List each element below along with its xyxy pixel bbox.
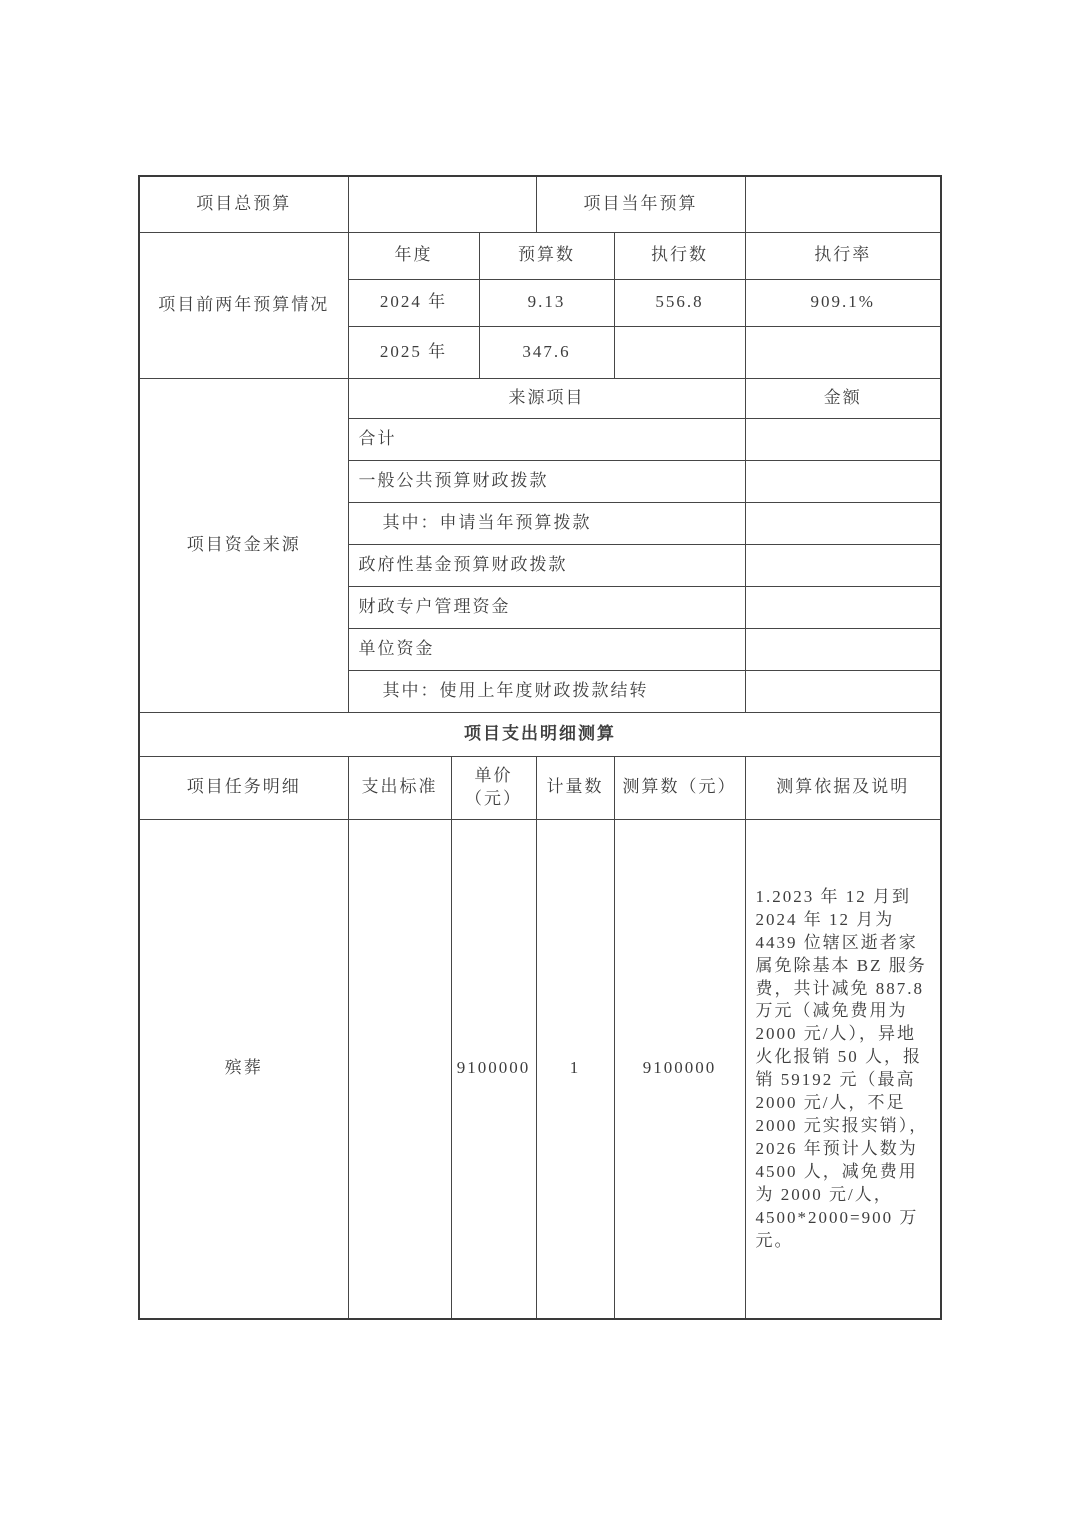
executed-2024: 556.8 (614, 279, 745, 326)
task-detail-header: 项目任务明细 (139, 756, 348, 819)
funding-item-label: 财政专户管理资金 (348, 586, 745, 628)
total-budget-value (348, 176, 536, 232)
rate-header: 执行率 (745, 232, 941, 279)
funding-item-label: 政府性基金预算财政拨款 (348, 544, 745, 586)
funding-item-label: 其中：使用上年度财政拨款结转 (348, 670, 745, 712)
current-year-budget-value (745, 176, 941, 232)
row-expenditure-funeral (139, 819, 941, 1319)
funding-item-amount (745, 586, 941, 628)
document-page (138, 175, 942, 1320)
funding-item-label: 合计 (348, 418, 745, 460)
funding-item-label: 单位资金 (348, 628, 745, 670)
current-year-budget-label: 项目当年预算 (536, 176, 745, 232)
amount-header: 金额 (745, 378, 941, 418)
task-cell: 殡葬 (139, 819, 348, 1319)
row-funding-header (139, 378, 941, 418)
funding-item-label: 其中：申请当年预算拨款 (348, 502, 745, 544)
estimate-amount-header: 测算数（元） (614, 756, 745, 819)
funding-item-amount (745, 460, 941, 502)
quantity-cell: 1 (536, 819, 614, 1319)
funding-item-amount (745, 628, 941, 670)
amount-cell: 9100000 (614, 819, 745, 1319)
spend-standard-header: 支出标准 (348, 756, 451, 819)
funding-item-label: 一般公共预算财政拨款 (348, 460, 745, 502)
standard-cell (348, 819, 451, 1319)
year-header: 年度 (348, 232, 479, 279)
row-expenditure-header (139, 756, 941, 819)
basis-header: 测算依据及说明 (745, 756, 941, 819)
funding-item-amount (745, 670, 941, 712)
executed-2025 (614, 326, 745, 378)
executed-header: 执行数 (614, 232, 745, 279)
year-2025: 2025 年 (348, 326, 479, 378)
row-totals (139, 176, 941, 232)
funding-item-amount (745, 502, 941, 544)
row-expenditure-section-title (139, 712, 941, 756)
prior-years-label: 项目前两年预算情况 (139, 232, 348, 378)
basis-cell: 1.2023 年 12 月到 2024 年 12 月为 4439 位辖区逝者家属免除基本 BZ 服务费，共计减免 887.8 万元（减免费用为 2000 元/人），异地火化报销 50 人，报销 59192 元（最高 2000 元/人，不足 2000 元实报实销），2026 年预计人数为 4500 人，减免费用为 2000 元/人，4500*2000=900 万元。 (745, 819, 941, 1319)
expenditure-section-title: 项目支出明细测算 (139, 712, 941, 756)
budget-2024: 9.13 (479, 279, 614, 326)
unit-price-cell: 9100000 (451, 819, 536, 1319)
total-budget-label: 项目总预算 (139, 176, 348, 232)
budget-header: 预算数 (479, 232, 614, 279)
quantity-header: 计量数 (536, 756, 614, 819)
unit-price-header: 单价（元） (451, 756, 536, 819)
row-prior-years-header (139, 232, 941, 279)
funding-item-amount (745, 418, 941, 460)
rate-2025 (745, 326, 941, 378)
funding-item-amount (745, 544, 941, 586)
budget-2025: 347.6 (479, 326, 614, 378)
year-2024: 2024 年 (348, 279, 479, 326)
source-item-header: 来源项目 (348, 378, 745, 418)
rate-2024: 909.1% (745, 279, 941, 326)
budget-table (138, 175, 942, 1320)
funding-source-label: 项目资金来源 (139, 378, 348, 712)
